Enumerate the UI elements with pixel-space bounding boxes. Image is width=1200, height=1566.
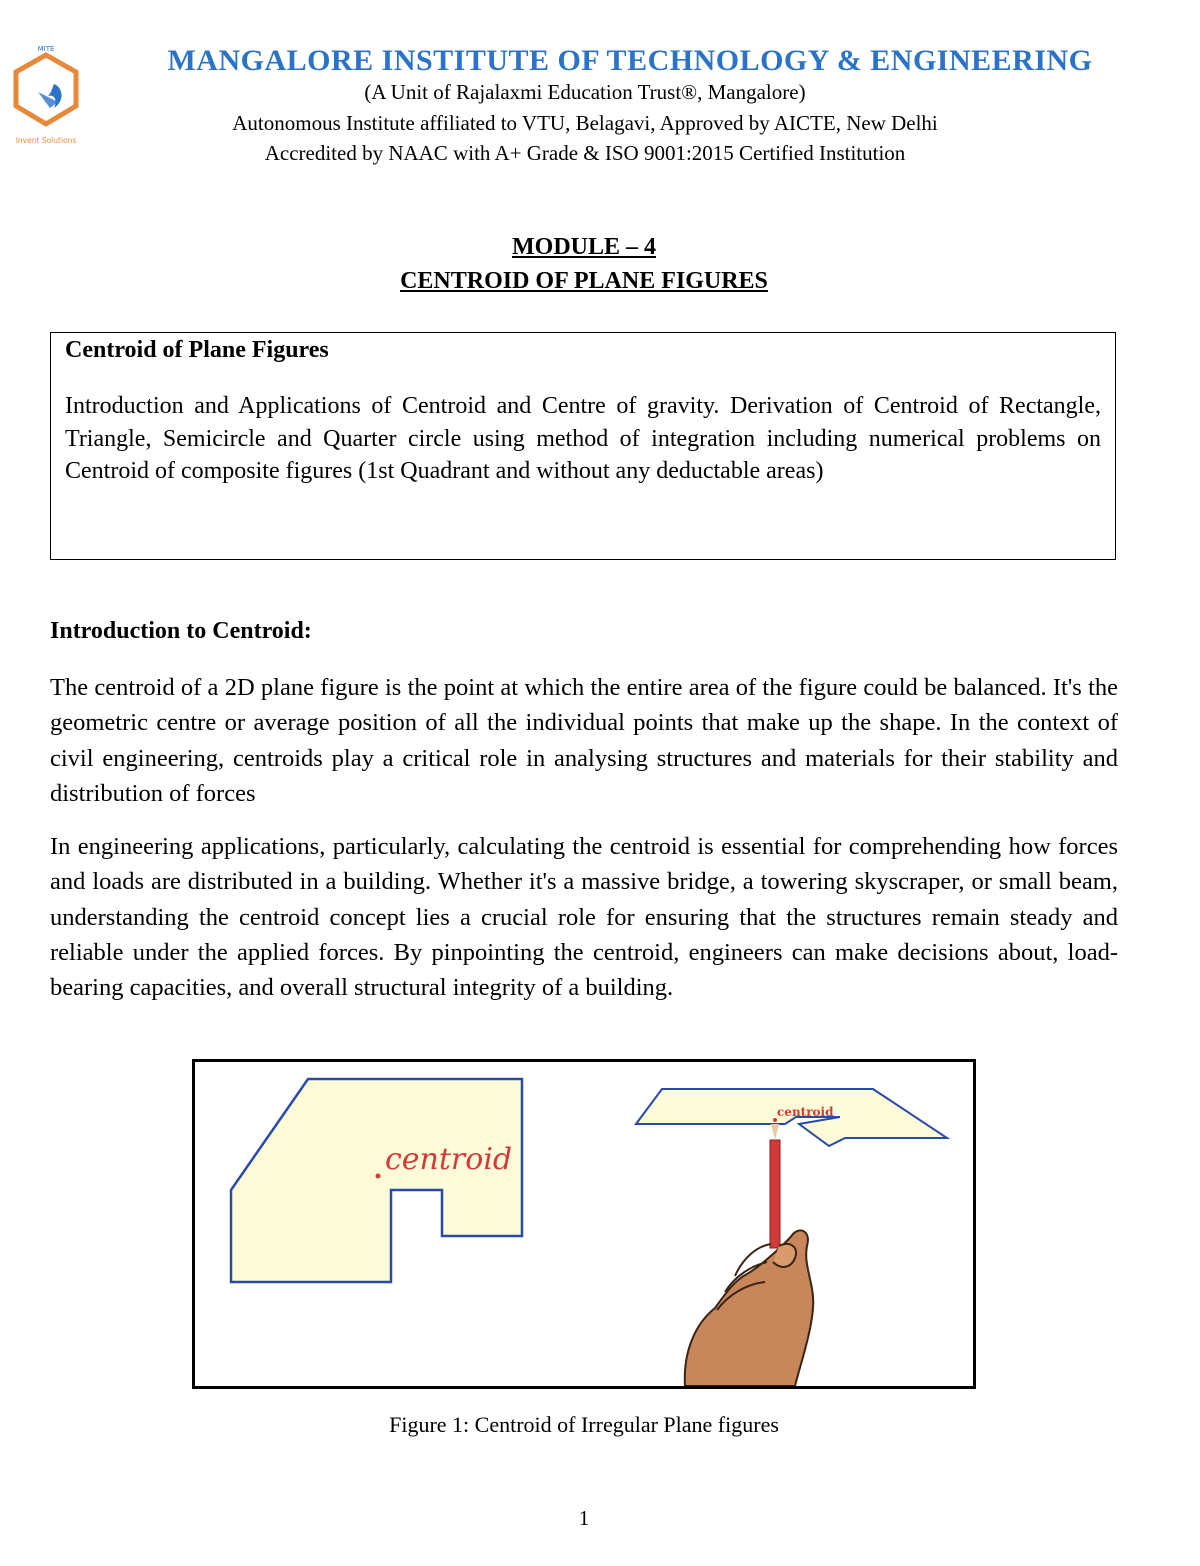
module-topic: CENTROID OF PLANE FIGURES xyxy=(400,268,768,294)
syllabus-title: Centroid of Plane Figures xyxy=(65,337,329,363)
accreditation-line: Accredited by NAAC with A+ Grade & ISO 9001:2015 Certified Institution xyxy=(264,141,906,165)
logo-text-top: MITE xyxy=(37,45,55,53)
logo-text-bottom: Invent Solutions xyxy=(15,136,77,145)
centroid-point-left xyxy=(376,1174,381,1179)
figure-centroid-illustration xyxy=(192,1059,976,1389)
intro-paragraph-1: The centroid of a 2D plane figure is the point at which the entire area of the figure could be balanced. It's the geometric centre or average position of all the individual points that make up the shape. In the context of civil engineering, centroids play a critical role in analysing structures and materials for their stability and distribution of forces xyxy=(50,674,1118,807)
unit-line: (A Unit of Rajalaxmi Education Trust®, Mangalore) xyxy=(364,80,806,104)
module-number: MODULE – 4 xyxy=(512,234,656,260)
syllabus-body: Introduction and Applications of Centroid and Centre of gravity. Derivation of Centroid of Rectangle, Triangle, Semicircle and Quarter circle using method of integration including numerical problems on Centroid of composite figures (1st Quadrant and without any deductable areas) xyxy=(65,393,1101,484)
centroid-label-left: centroid xyxy=(385,1142,513,1177)
intro-paragraph-2: In engineering applications, particularly, calculating the centroid is essential for comprehending how forces and loads are distributed in a building. Whether it's a massive bridge, a towering skyscraper, or small beam, understanding the centroid concept lies a crucial role for ensuring that the structures remain steady and reliable under the applied forces. By pinpointing the centroid, engineers can make decisions about, load-bearing capacities, and overall structural integrity of a building. xyxy=(50,833,1118,1002)
syllabus-box xyxy=(50,332,1116,560)
centroid-point-right xyxy=(773,1118,777,1122)
institute-name: MANGALORE INSTITUTE OF TECHNOLOGY & ENGINEERING xyxy=(167,44,1093,77)
affiliation-line: Autonomous Institute affiliated to VTU, Belagavi, Approved by AICTE, New Delhi xyxy=(232,111,938,135)
centroid-label-right: centroid xyxy=(777,1105,834,1119)
page-number: 1 xyxy=(578,1506,590,1530)
pencil-icon xyxy=(770,1124,780,1248)
hand-icon xyxy=(685,1230,813,1386)
section-heading-introduction: Introduction to Centroid: xyxy=(50,618,312,644)
irregular-shape-left xyxy=(231,1079,522,1282)
figure-caption: Figure 1: Centroid of Irregular Plane figures xyxy=(389,1412,779,1437)
module-title xyxy=(0,230,1168,298)
